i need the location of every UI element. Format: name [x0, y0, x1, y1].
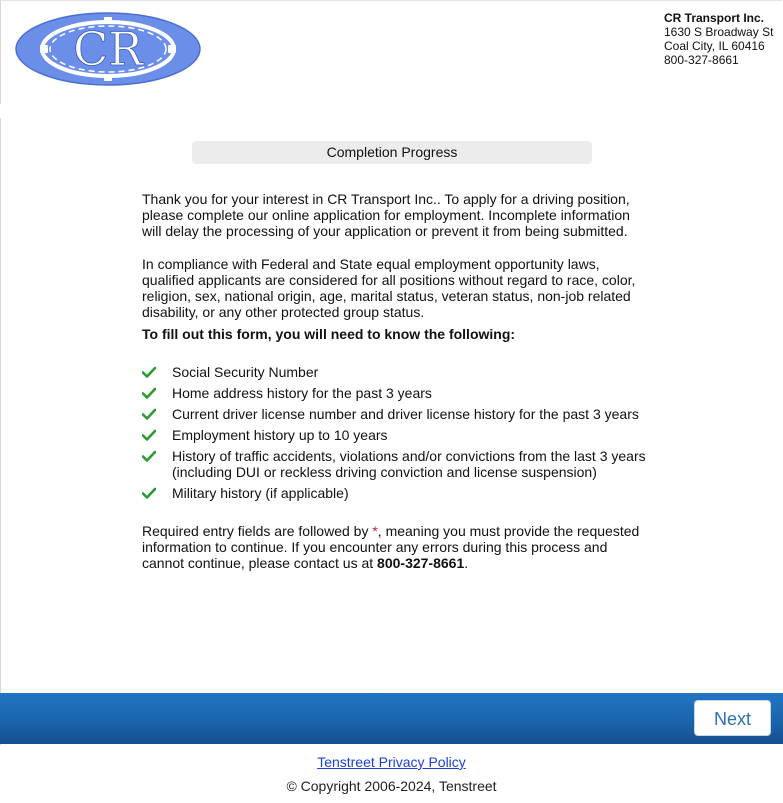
requirements-heading: To fill out this form, you will need to know the following:: [142, 326, 516, 342]
checkmark-icon: [142, 386, 156, 400]
list-item: [142, 448, 647, 480]
notice-prefix: Required entry fields are followed by: [142, 523, 373, 539]
logo-text: CR: [73, 22, 143, 76]
completion-progress-bar: [192, 141, 592, 164]
list-item: [142, 406, 647, 422]
checkmark-icon: [142, 428, 156, 442]
intro-paragraph-1: Thank you for your interest in CR Transport Inc.. To apply for a driving position, please complete our online application for employment. Incomplete information will delay the processing of your application or prevent it from being submitted.: [142, 191, 630, 239]
privacy-policy-link[interactable]: Tenstreet Privacy Policy: [317, 754, 466, 770]
next-button[interactable]: Next: [694, 700, 771, 736]
checkmark-icon: [142, 365, 156, 379]
required-star: *: [372, 523, 378, 539]
notice-middle: , meaning you must provide the requested information to continue. If you encounter any errors during this process and cannot continue, please contact us at: [142, 523, 640, 571]
company-info: [664, 11, 773, 67]
requirement-text: Current driver license number and driver license history for the past 3 years: [172, 406, 639, 422]
requirement-text: Employment history up to 10 years: [172, 427, 388, 443]
intro-paragraph-2: In compliance with Federal and State equal employment opportunity laws, qualified applicants are considered for all positions without regard to race, color, religion, sex, national origin, age, marital status, veteran status, non-job related disability, or any other protected group status.: [142, 256, 636, 320]
contact-phone: 800-327-8661: [377, 555, 465, 571]
logo-emblem: [14, 11, 202, 87]
checkmark-icon: [142, 449, 156, 463]
intro-content: [142, 191, 647, 571]
company-street: 1630 S Broadway St: [664, 25, 774, 39]
list-item: [142, 427, 647, 443]
footer-privacy: [0, 754, 783, 770]
action-bar: [0, 693, 783, 744]
required-fields-notice: [142, 523, 647, 571]
requirement-text: Social Security Number: [172, 364, 319, 380]
company-name: CR Transport Inc.: [664, 11, 765, 25]
copyright-text: © Copyright 2006-2024, Tenstreet: [286, 778, 497, 794]
requirement-text: Home address history for the past 3 years: [172, 385, 432, 401]
checkmark-icon: [142, 407, 156, 421]
notice-suffix: .: [464, 555, 469, 571]
requirements-list: [142, 364, 647, 501]
list-item: [142, 485, 647, 501]
completion-progress-label: Completion Progress: [326, 144, 458, 160]
company-logo: [14, 11, 202, 87]
frame-gap: [0, 104, 1, 118]
company-city: Coal City, IL 60416: [664, 39, 765, 53]
list-item: [142, 385, 647, 401]
company-phone: 800-327-8661: [664, 53, 739, 67]
checkmark-icon: [142, 486, 156, 500]
requirement-text: Military history (if applicable): [172, 485, 349, 501]
requirement-text: History of traffic accidents, violations and/or convictions from the last 3 years (including DUI or reckless driving conviction and license suspension): [172, 448, 646, 480]
list-item: [142, 364, 647, 380]
